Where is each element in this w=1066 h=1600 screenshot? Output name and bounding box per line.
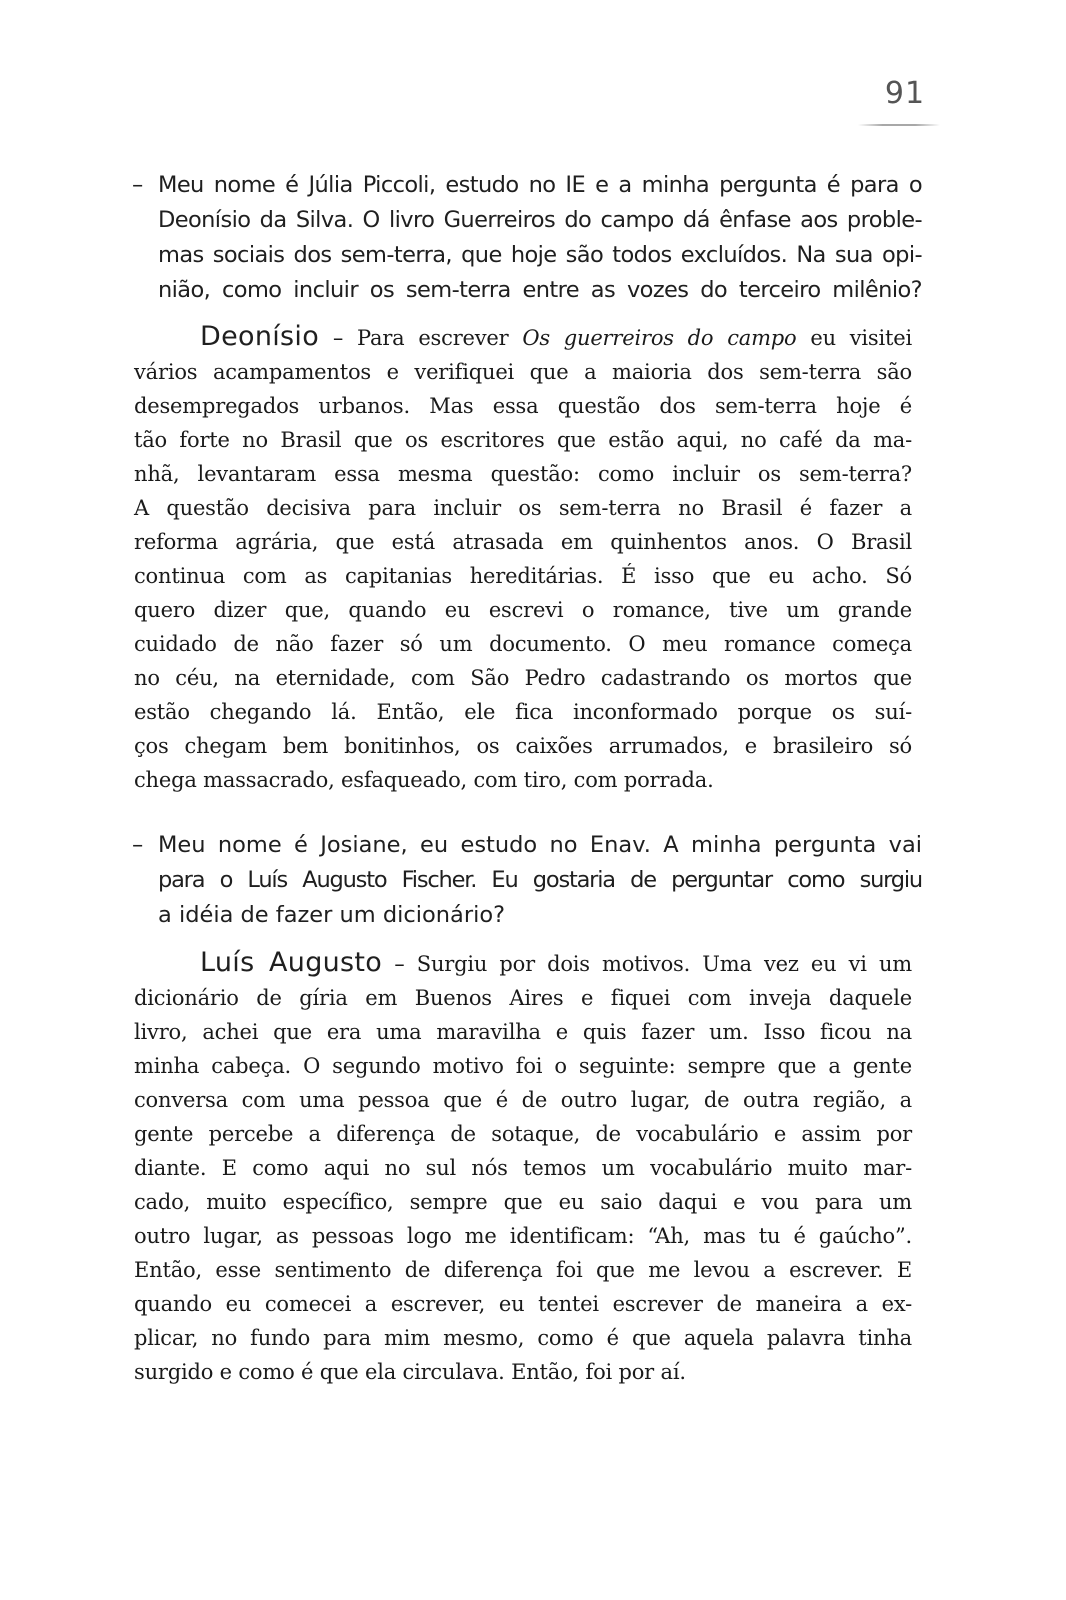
- speaker-separator: –: [319, 326, 358, 350]
- answer-line: desempregados urbanos. Mas essa questão dos sem-terra hoje é: [134, 394, 912, 418]
- speaker-name: Luís Augusto: [200, 947, 383, 978]
- answer-line: reforma agrária, que está atrasada em quinhentos anos. O Brasil: [134, 530, 912, 554]
- question-line: mas sociais dos sem-terra, que hoje são todos excluídos. Na sua opi-: [158, 242, 922, 268]
- question-line: Deonísio da Silva. O livro Guerreiros do campo dá ênfase aos proble-: [158, 207, 922, 233]
- answer-line: diante. E como aqui no sul nós temos um vocabulário muito mar-: [134, 1156, 912, 1180]
- book-title: Os guerreiros do campo: [522, 326, 797, 350]
- answer-line: quando eu comecei a escrever, eu tentei escrever de maneira a ex-: [134, 1292, 912, 1316]
- answer-line: dicionário de gíria em Buenos Aires e fiquei com inveja daquele: [134, 986, 912, 1010]
- answer-line: cado, muito específico, sempre que eu saio daqui e vou para um: [134, 1190, 912, 1214]
- page-number-rule: [858, 124, 940, 126]
- answer-line: tão forte no Brasil que os escritores que estão aqui, no café da ma-: [134, 428, 912, 452]
- question-dash: –: [132, 832, 144, 858]
- answer-text: Surgiu por dois motivos. Uma vez eu vi um: [416, 952, 912, 976]
- answer-text: eu visitei: [796, 326, 912, 350]
- answer-line: gente percebe a diferença de sotaque, de vocabulário e assim por: [134, 1122, 912, 1146]
- answer-line: quero dizer que, quando eu escrevi o romance, tive um grande: [134, 598, 912, 622]
- answer-line: conversa com uma pessoa que é de outro lugar, de outra região, a: [134, 1088, 912, 1112]
- question-julia: [132, 168, 922, 308]
- answer-line: surgido e como é que ela circulava. Então, foi por aí.: [134, 1360, 686, 1384]
- question-line: para o Luís Augusto Fischer. Eu gostaria de perguntar como surgiu: [158, 867, 922, 893]
- question-josiane: [132, 828, 922, 933]
- answer-line: estão chegando lá. Então, ele fica inconformado porque os suí-: [134, 700, 912, 724]
- answer-line: continua com as capitanias hereditárias. É isso que eu acho. Só: [134, 564, 912, 588]
- answer-line: plicar, no fundo para mim mesmo, como é que aquela palavra tinha: [134, 1326, 912, 1350]
- page-number: 91: [884, 76, 926, 111]
- answer-line: ços chegam bem bonitinhos, os caixões arrumados, e brasileiro só: [134, 734, 912, 758]
- answer-deonisio: [134, 320, 912, 797]
- answer-first-line: [134, 946, 912, 981]
- answer-line: cuidado de não fazer só um documento. O meu romance começa: [134, 632, 912, 656]
- answer-luis-augusto: [134, 946, 912, 1389]
- answer-line: Então, esse sentimento de diferença foi que me levou a escrever. E: [134, 1258, 912, 1282]
- question-line: Meu nome é Júlia Piccoli, estudo no IE e a minha pergunta é para o: [158, 172, 922, 198]
- answer-line: nhã, levantaram essa mesma questão: como incluir os sem-terra?: [134, 462, 912, 486]
- question-line: Meu nome é Josiane, eu estudo no Enav. A minha pergunta vai: [158, 832, 922, 858]
- answer-line: chega massacrado, esfaqueado, com tiro, com porrada.: [134, 768, 714, 792]
- answer-line: minha cabeça. O segundo motivo foi o seguinte: sempre que a gente: [134, 1054, 912, 1078]
- question-line: a idéia de fazer um dicionário?: [158, 902, 506, 928]
- answer-text: Para escrever: [357, 326, 523, 350]
- answer-line: no céu, na eternidade, com São Pedro cadastrando os mortos que: [134, 666, 912, 690]
- answer-line: livro, achei que era uma maravilha e quis fazer um. Isso ficou na: [134, 1020, 912, 1044]
- answer-line: outro lugar, as pessoas logo me identificam: “Ah, mas tu é gaúcho”.: [134, 1224, 912, 1248]
- question-dash: –: [132, 172, 144, 198]
- speaker-separator: –: [382, 952, 417, 976]
- answer-line: A questão decisiva para incluir os sem-terra no Brasil é fazer a: [134, 496, 912, 520]
- answer-first-line: [134, 320, 912, 355]
- speaker-name: Deonísio: [200, 321, 320, 352]
- question-line: nião, como incluir os sem-terra entre as vozes do terceiro milênio?: [158, 277, 922, 303]
- answer-line: vários acampamentos e verifiquei que a maioria dos sem-terra são: [134, 360, 912, 384]
